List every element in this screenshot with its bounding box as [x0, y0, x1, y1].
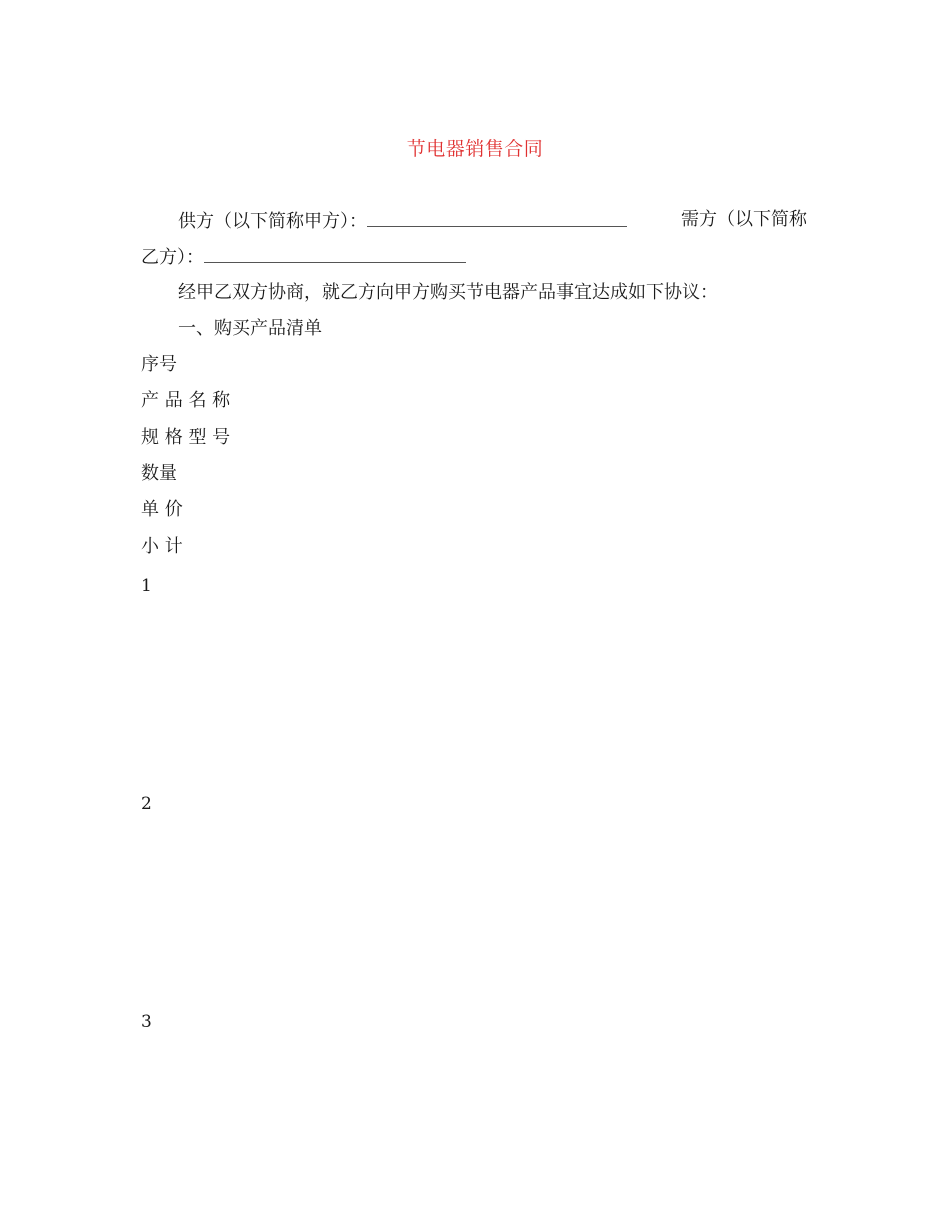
table-header-serial: 序号: [141, 354, 177, 375]
supplier-name-blank[interactable]: [367, 208, 627, 227]
table-header-product-name: 产 品 名 称: [141, 390, 231, 411]
buyer-name-blank[interactable]: [204, 244, 466, 263]
buyer-label-part1: 需方（以下简称: [681, 209, 807, 230]
supplier-label: 供方（以下简称甲方）：: [178, 211, 367, 232]
table-header-quantity: 数量: [141, 463, 177, 484]
intro-paragraph: 经甲乙双方协商，就乙方向甲方购买节电器产品事宜达成如下协议：: [178, 282, 718, 303]
table-row-number: 1: [141, 576, 152, 596]
supplier-line: [178, 208, 627, 234]
section1-heading: 一、购买产品清单: [178, 318, 322, 339]
table-header-spec-model: 规 格 型 号: [141, 427, 231, 448]
table-header-subtotal: 小 计: [141, 536, 183, 557]
table-row-number: 2: [141, 794, 152, 814]
table-header-unit-price: 单 价: [141, 499, 183, 520]
contract-title: 节电器销售合同: [406, 138, 544, 160]
buyer-line: [141, 244, 466, 270]
buyer-label-part2: 乙方）：: [141, 247, 204, 268]
table-row-number: 3: [141, 1012, 152, 1032]
